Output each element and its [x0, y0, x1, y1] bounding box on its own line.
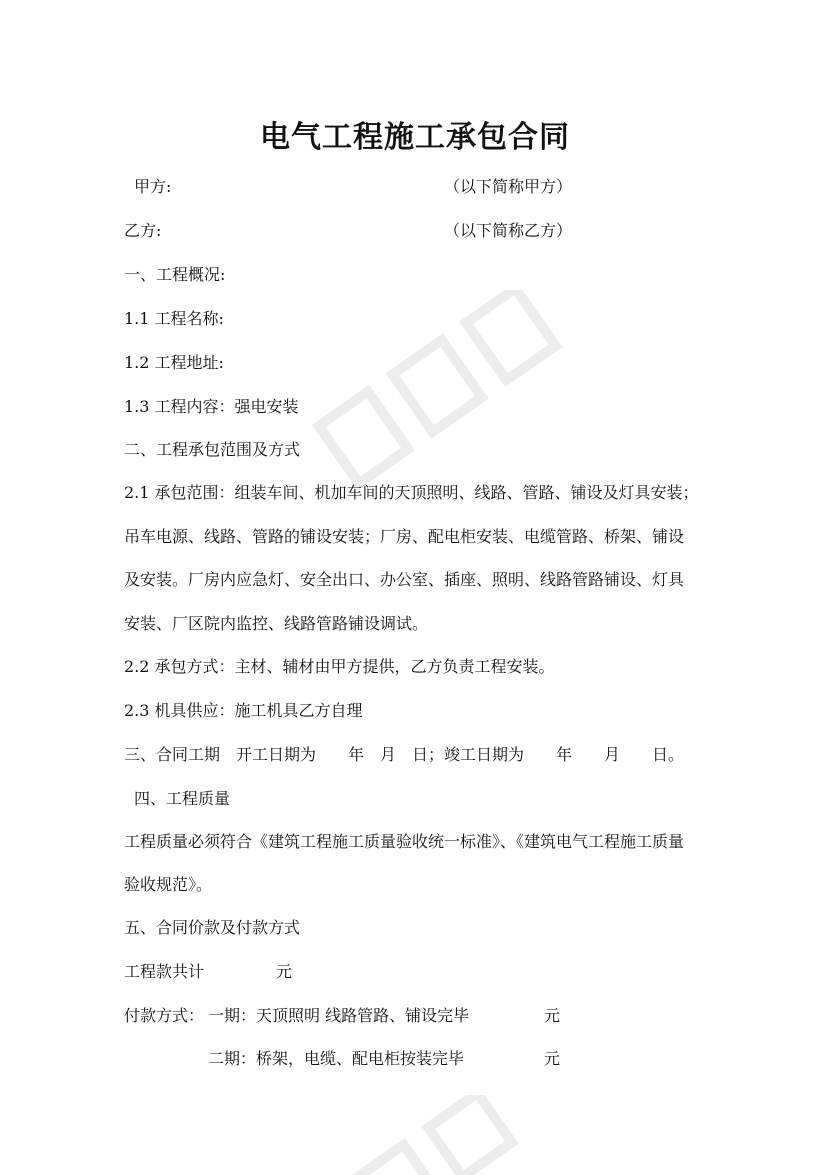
clause-4-line-2: 验收规范》。: [124, 875, 213, 894]
watermark-logo-bottom: [330, 1095, 610, 1175]
section-5-heading: 五、合同价款及付款方式: [124, 918, 301, 937]
total-unit: 元: [276, 962, 293, 981]
clause-1-1: 1.1 工程名称:: [124, 309, 224, 328]
party-b-note: （以下简称乙方）: [444, 221, 573, 240]
total-label: 工程款共计: [124, 962, 205, 981]
payment-phase-2-unit: 元: [544, 1049, 561, 1068]
clause-1-3: 1.3 工程内容：强电安装: [124, 397, 299, 416]
payment-phase-1-unit: 元: [544, 1006, 561, 1025]
clause-2-2: 2.2 承包方式：主材、辅材由甲方提供，乙方负责工程安装。: [124, 657, 555, 676]
clause-2-1-line-2: 吊车电源、线路、管路的铺设安装；厂房、配电柜安装、电缆管路、桥架、铺设: [124, 527, 685, 546]
payment-phase-2: 二期：桥架，电缆、配电柜按装完毕: [208, 1049, 465, 1068]
payment-phase-1: 一期：天顶照明 线路管路、铺设完毕: [208, 1006, 470, 1025]
watermark-logo: [300, 290, 580, 490]
section-4-heading: 四、工程质量: [134, 789, 231, 808]
section-2-heading: 二、工程承包范围及方式: [124, 440, 301, 459]
party-b-label: 乙方:: [124, 221, 162, 240]
party-a-note: （以下简称甲方）: [444, 177, 573, 196]
document-title: 电气工程施工承包合同: [260, 120, 570, 155]
clause-2-3: 2.3 机具供应：施工机具乙方自理: [124, 701, 363, 720]
clause-2-1-line-1: 2.1 承包范围：组装车间、机加车间的天顶照明、线路、管路、铺设及灯具安装；: [124, 483, 699, 502]
payment-label: 付款方式：: [124, 1006, 205, 1025]
clause-2-1-line-3: 及安装。厂房内应急灯、安全出口、办公室、插座、照明、线路管路铺设、灯具: [124, 570, 685, 589]
party-a-label: 甲方:: [134, 177, 172, 196]
section-1-heading: 一、工程概况:: [124, 265, 226, 284]
clause-4-line-1: 工程质量必须符合《建筑工程施工质量验收统一标准》、《建筑电气工程施工质量: [124, 832, 685, 851]
clause-1-2: 1.2 工程地址:: [124, 353, 224, 372]
clause-2-1-line-4: 安装、厂区院内监控、线路管路铺设调试。: [124, 614, 429, 633]
section-3-schedule: 三、合同工期 开工日期为 年 月 日；竣工日期为 年 月 日。: [124, 745, 685, 764]
